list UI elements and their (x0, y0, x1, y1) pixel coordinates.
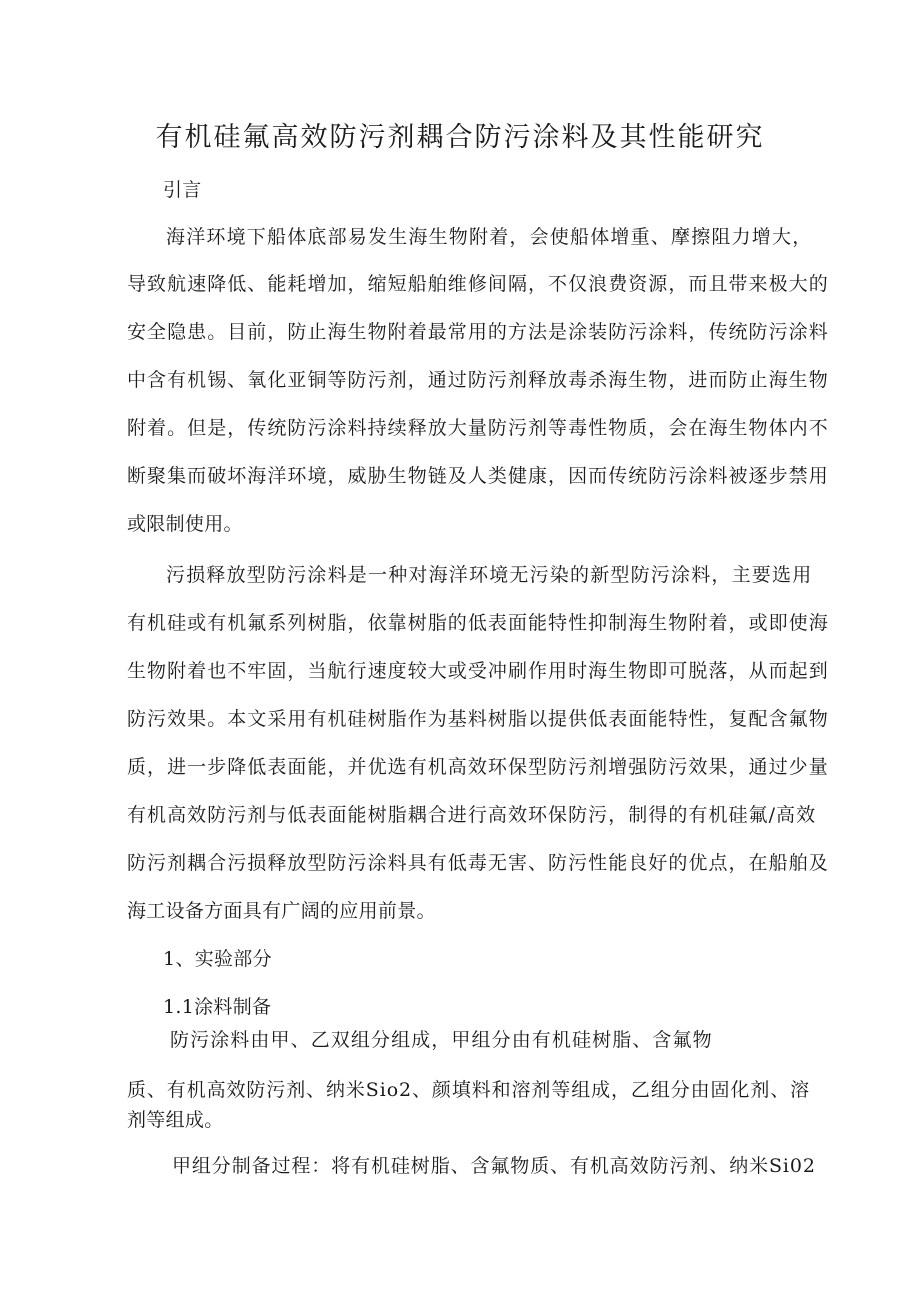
para1-line: 附着。但是，传统防污涂料持续释放大量防污剂等毒性物质，会在海生物体内不 (127, 417, 829, 439)
para1-line: 断聚集而破坏海洋环境，威胁生物链及人类健康，因而传统防污涂料被逐步禁用 (127, 465, 829, 487)
para3-line: 防污涂料由甲、乙双组分组成，甲组分由有机硅树脂、含氟物 (170, 1029, 713, 1051)
intro-heading: 引言 (163, 179, 202, 201)
para1-line: 或限制使用。 (127, 513, 243, 535)
para2-line: 防污剂耦合污损释放型防污涂料具有低毒无害、防污性能良好的优点，在船舶及 (127, 852, 829, 874)
para2-line: 有机高效防污剂与低表面能树脂耦合进行高效环保防污，制得的有机硅氟/高效 (127, 804, 817, 826)
para2-line: 质，进一步降低表面能，并优选有机高效环保型防污剂增强防污效果，通过少量 (127, 756, 829, 778)
document-title: 有机硅氟高效防污剂耦合防污涂料及其性能研究 (155, 122, 765, 153)
para4-line: 甲组分制备过程：将有机硅树脂、含氟物质、有机高效防污剂、纳米Si02 (172, 1155, 816, 1177)
para2-line: 海工设备方面具有广阔的应用前景。 (127, 900, 436, 922)
section-heading: 1、实验部分 (163, 948, 272, 970)
para1-line: 中含有机锡、氧化亚铜等防污剂，通过防污剂释放毒杀海生物，进而防止海生物 (127, 369, 829, 391)
para2-line: 污损释放型防污涂料是一种对海洋环境无污染的新型防污涂料，主要选用 (166, 564, 813, 586)
para2-line: 生物附着也不牢固，当航行速度较大或受冲刷作用时海生物即可脱落，从而起到 (127, 660, 829, 682)
para1-line: 海洋环境下船体底部易发生海生物附着，会使船体增重、摩擦阻力增大， (166, 226, 813, 248)
para2-line: 有机硅或有机氟系列树脂，依靠树脂的低表面能特性抑制海生物附着，或即使海 (127, 612, 829, 634)
para3-line: 剂等组成。 (127, 1109, 224, 1131)
para2-line: 防污效果。本文采用有机硅树脂作为基料树脂以提供低表面能特性，复配含氟物 (127, 708, 829, 730)
para1-line: 导致航速降低、能耗增加，缩短船舶维修间隔，不仅浪费资源，而且带来极大的 (127, 273, 829, 295)
para3-line: 质、有机高效防污剂、纳米Sio2、颜填料和溶剂等组成，乙组分由固化剂、溶 (127, 1079, 811, 1101)
para1-line: 安全隐患。目前，防止海生物附着最常用的方法是涂装防污涂料，传统防污涂料 (127, 321, 829, 343)
subsection-heading: 1.1涂料制备 (163, 996, 272, 1018)
